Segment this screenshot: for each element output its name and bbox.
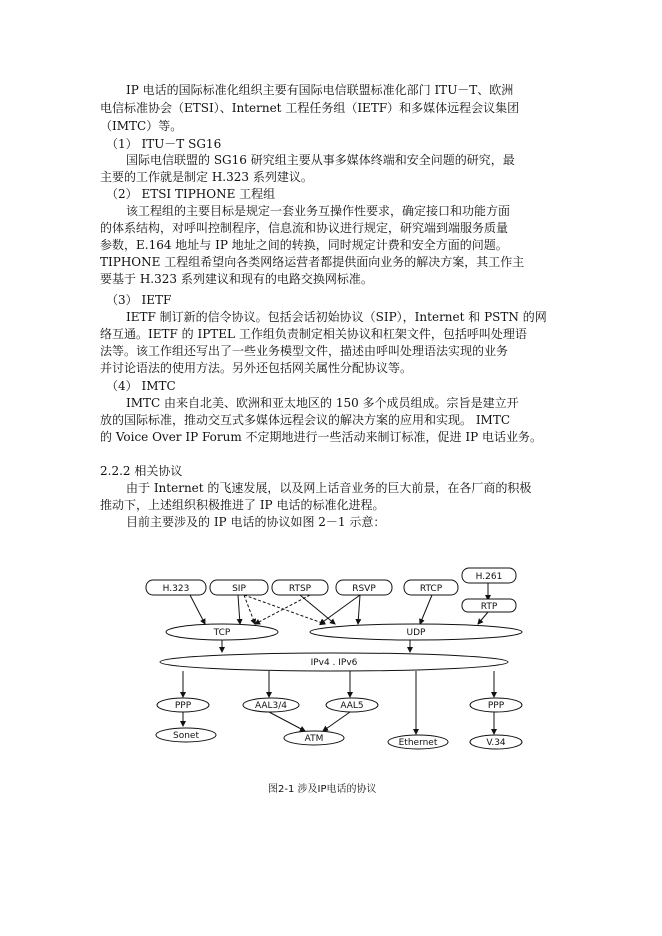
node-h261 xyxy=(462,568,516,583)
node-h323 xyxy=(146,580,206,595)
node-rtsp xyxy=(272,580,328,595)
node-atm xyxy=(284,731,344,745)
para-line: 要基于 H.323 系列建议和现有的电路交换网标准。 xyxy=(100,272,373,286)
para-line: 推动下，上述组织积极推进了 IP 电话的标准化进程。 xyxy=(100,498,385,512)
node-ppp-right xyxy=(470,698,522,712)
svg-text:AAL5: AAL5 xyxy=(340,701,364,711)
node-ppp-left xyxy=(157,698,209,712)
node-sonet xyxy=(156,728,216,742)
section-heading: （1） ITU－T SG16 xyxy=(106,137,222,151)
para-line: 的 Voice Over IP Forum 不定期地进行一些活动来制订标准，促进 IP 电话业务。 xyxy=(100,430,542,444)
para-line: 并讨论语法的使用方法。另外还包括网关属性分配协议等。 xyxy=(100,361,413,375)
svg-text:Sonet: Sonet xyxy=(173,731,199,741)
svg-text:ATM: ATM xyxy=(304,734,324,744)
para-line: 电信标准协会（ETSI）、Internet 工程任务组（IETF）和多媒体远程会议集团 xyxy=(100,101,520,115)
para-line: 参数，E.164 地址与 IP 地址之间的转换，同时规定计费和安全方面的问题。 xyxy=(100,238,508,252)
para-line: IP 电话的国际标准化组织主要有国际电信联盟标准化部门 ITU－T、欧洲 xyxy=(126,83,514,97)
node-ethernet xyxy=(388,735,448,749)
node-aal34 xyxy=(243,698,299,712)
para-line: 放的国际标准，推动交互式多媒体远程会议的解决方案的应用和实现。 IMTC xyxy=(100,413,511,427)
para-line: 法等。该工作组还写出了一些业务模型文件，描述由呼叫处理语法实现的业务 xyxy=(100,344,509,358)
para-line: （IMTC）等。 xyxy=(100,119,183,133)
node-rtcp xyxy=(404,580,458,595)
node-ip xyxy=(160,653,508,671)
svg-text:PPP: PPP xyxy=(487,701,505,711)
para-line: 络互通。IETF 的 IPTEL 工作组负责制定相关协议和杠架文件，包括呼叫处理语 xyxy=(100,327,527,341)
svg-text:IPv4 . IPv6: IPv4 . IPv6 xyxy=(310,658,358,668)
svg-text:TCP: TCP xyxy=(213,628,231,638)
svg-text:PPP: PPP xyxy=(174,701,192,711)
svg-text:H.261: H.261 xyxy=(475,572,503,582)
section-heading: （3） IETF xyxy=(106,293,172,307)
para-line: 该工程组的主要目标是规定一套业务互操作性要求，确定接口和功能方面 xyxy=(126,204,511,218)
node-rtp xyxy=(462,599,516,612)
node-rsvp xyxy=(336,580,392,595)
node-udp xyxy=(310,624,522,640)
para-line: 由于 Internet 的飞速发展，以及网上话音业务的巨大前景，在各厂商的积极 xyxy=(126,481,532,495)
node-v34 xyxy=(470,735,522,749)
node-sip xyxy=(210,580,268,595)
svg-text:UDP: UDP xyxy=(406,628,426,638)
figure-caption: 图2-1 涉及IP电话的协议 xyxy=(268,784,377,795)
svg-text:AAL3/4: AAL3/4 xyxy=(254,701,288,711)
section-heading: （2） ETSI TIPHONE 工程组 xyxy=(106,187,276,201)
svg-text:RTSP: RTSP xyxy=(288,584,312,594)
para-line: 主要的工作就是制定 H.323 系列建议。 xyxy=(100,170,313,184)
para-line: 的体系结构，对呼叫控制程序，信息流和协议进行规定，研究端到端服务质量 xyxy=(100,221,509,235)
node-aal5 xyxy=(326,698,378,712)
para-line: 目前主要涉及的 IP 电话的协议如图 2－1 示意： xyxy=(126,515,386,529)
node-tcp xyxy=(166,624,278,640)
para-line: TIPHONE 工程组希望向各类网络运营者都提供面向业务的解决方案，其工作主 xyxy=(100,255,525,269)
para-line: 国际电信联盟的 SG16 研究组主要从事多媒体终端和安全问题的研究，最 xyxy=(126,153,515,167)
section-heading: （4） IMTC xyxy=(106,379,176,393)
svg-text:H.323: H.323 xyxy=(162,584,190,594)
svg-text:RTP: RTP xyxy=(480,602,498,612)
svg-text:Ethernet: Ethernet xyxy=(398,738,438,748)
svg-text:RSVP: RSVP xyxy=(352,584,376,594)
svg-text:RTCP: RTCP xyxy=(419,584,443,594)
para-line: IETF 制订新的信令协议。包括会话初始协议（SIP），Internet 和 PSTN 的网 xyxy=(126,310,547,324)
svg-text:V.34: V.34 xyxy=(486,738,506,748)
para-line: IMTC 由来自北美、欧洲和亚太地区的 150 多个成员组成。宗旨是建立开 xyxy=(126,396,519,410)
subsection-heading: 2.2.2 相关协议 xyxy=(100,464,183,478)
svg-text:SIP: SIP xyxy=(232,584,246,594)
